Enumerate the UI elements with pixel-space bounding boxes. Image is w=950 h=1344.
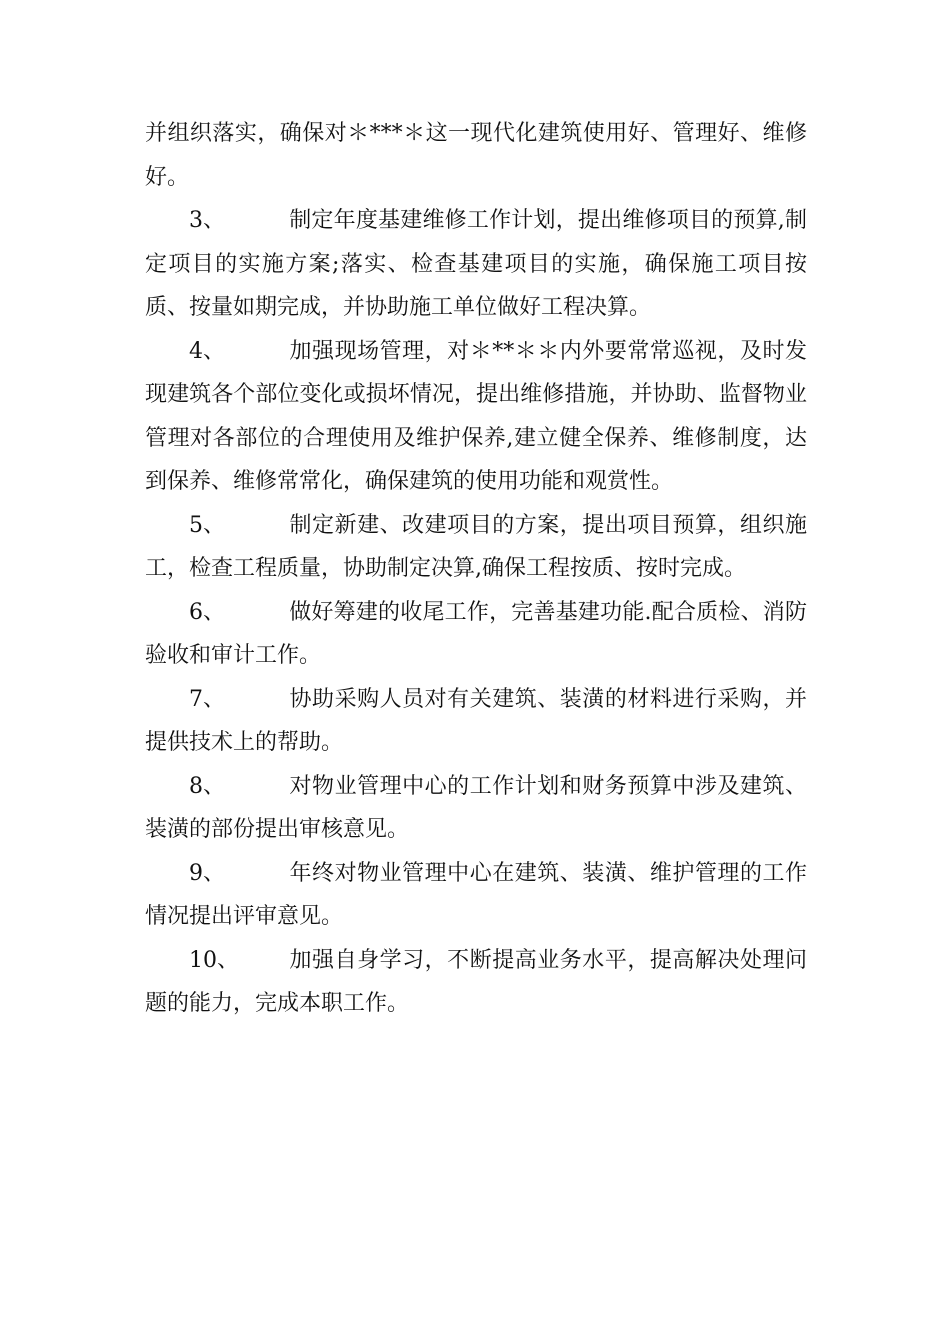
paragraph-text: 制定年度基建维修工作计划，提出维修项目的预算,制定项目的实施方案;落实、检查基建项目的实施，确保施工项目按质、按量如期完成，并协助施工单位做好工程决算。 <box>145 208 807 320</box>
paragraph-item-9 <box>145 852 807 939</box>
item-number: 5、 <box>189 512 225 538</box>
paragraph-text: 协助采购人员对有关建筑、装潢的材料进行采购，并提供技术上的帮助。 <box>145 686 807 755</box>
paragraph-text: 对物业管理中心的工作计划和财务预算中涉及建筑、装潢的部份提出审核意见。 <box>145 773 807 842</box>
paragraph-item-7 <box>145 678 807 765</box>
paragraph-text: 并组织落实，确保对＊***＊这一现代化建筑使用好、管理好、维修好。 <box>145 121 807 190</box>
paragraph-text: 制定新建、改建项目的方案，提出项目预算，组织施工，检查工程质量，协助制定决算,确保工程按质、按时完成。 <box>145 512 807 581</box>
item-number: 7、 <box>189 686 225 712</box>
item-number: 10、 <box>189 947 239 973</box>
paragraph-text: 加强自身学习，不断提高业务水平，提高解决处理问题的能力，完成本职工作。 <box>145 947 807 1016</box>
item-number: 8、 <box>189 773 225 799</box>
item-number: 4、 <box>189 338 225 364</box>
item-number: 3、 <box>189 208 225 233</box>
paragraph-item-3 <box>145 199 807 330</box>
document-body <box>145 112 807 1026</box>
paragraph-continuation <box>145 112 807 199</box>
paragraph-text: 年终对物业管理中心在建筑、装潢、维护管理的工作情况提出评审意见。 <box>145 860 807 929</box>
paragraph-item-8 <box>145 765 807 852</box>
paragraph-item-4 <box>145 330 807 504</box>
paragraph-text: 加强现场管理，对＊**＊＊内外要常常巡视，及时发现建筑各个部位变化或损坏情况，提出维修措施，并协助、监督物业管理对各部位的合理使用及维护保养,建立健全保养、维修制度，达到保养、维修常常化，确保建筑的使用功能和观赏性。 <box>145 338 807 494</box>
item-number: 6、 <box>189 599 225 625</box>
paragraph-item-10 <box>145 939 807 1026</box>
paragraph-text: 做好筹建的收尾工作，完善基建功能.配合质检、消防验收和审计工作。 <box>145 599 807 668</box>
item-number: 9、 <box>189 860 225 886</box>
paragraph-item-6 <box>145 591 807 678</box>
paragraph-item-5 <box>145 504 807 591</box>
